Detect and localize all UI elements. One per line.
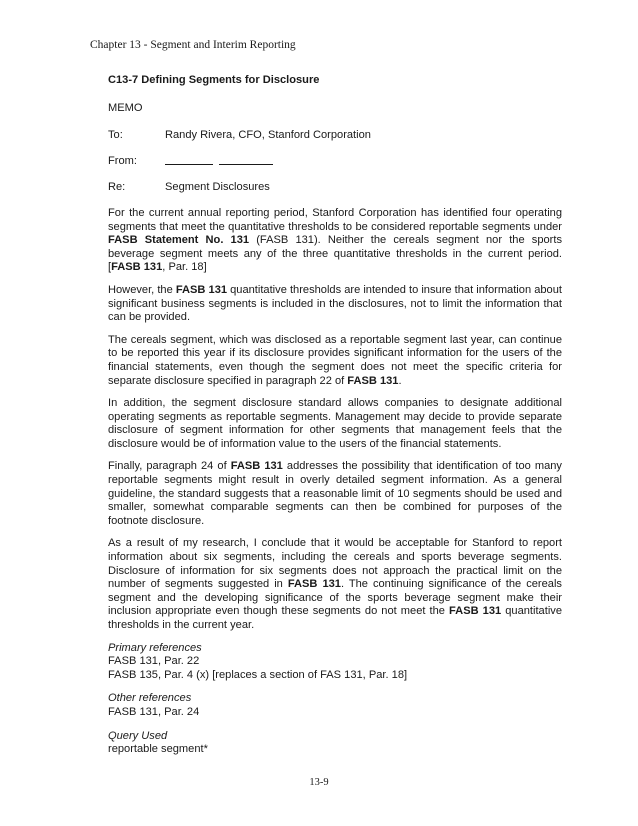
text-run: The cereals segment, which was disclosed as a reportable segment last year, can continue to be reported this year if its disclosure provides significant information for the users of the financial statements, even though the segment does not meet the specific criteria for separate disclosure specified in paragraph 22 of (108, 333, 562, 387)
query-used-heading: Query Used (108, 729, 168, 742)
text-run: In addition, the segment disclosure standard allows companies to designate additional operating segments as reportable segments. Management may decide to provide separate disclosure of segment information for other segments that management feels that the disclosure would be of information value to the users of the financial statements. (108, 397, 562, 450)
text-run: (FASB 131). Neither the cereals segment nor the sports beverage segment meets any of the three quantitative thresholds in the current period. [ (108, 234, 562, 274)
citation-bold: FASB 131 (347, 374, 399, 387)
from-row (108, 155, 562, 170)
references (108, 642, 562, 757)
primary-references (108, 642, 562, 683)
text-run: . (398, 374, 402, 387)
re-label: Re: (108, 181, 126, 194)
chapter-header: Chapter 13 - Segment and Interim Reporting (90, 39, 296, 51)
from-blank-line (165, 155, 213, 165)
page-number: 13-9 (309, 777, 329, 788)
text-run: addresses the possibility that identification of too many reportable segments might result in overly detailed segment information. As a general guideline, the standard suggests that a reasonable limit of 10 segments should be used and smaller, somewhat comparable segments can then be combined for purposes of the footnote disclosure. (108, 460, 562, 527)
to-label: To: (108, 129, 123, 142)
text-run: For the current annual reporting period, Stanford Corporation has identified four operating segments that meet the quantitative thresholds to be considered reportable segments under (108, 206, 562, 233)
text-run: quantitative thresholds are intended to insure that information about significant business segments is included in the disclosures, not to limit the information that can be provided. (108, 283, 562, 324)
re-value: Segment Disclosures (165, 181, 270, 194)
citation-bold: FASB 131 (111, 261, 163, 274)
from-label: From: (108, 154, 137, 167)
memo-label: MEMO (108, 101, 143, 114)
other-references (108, 692, 562, 719)
text-run: Finally, paragraph 24 of (108, 460, 231, 473)
paragraph-2 (108, 284, 562, 325)
from-blank-line (219, 155, 273, 165)
other-references-heading: Other references (108, 692, 192, 705)
citation-bold: FASB Statement No. 131 (108, 234, 250, 247)
citation-bold: FASB 131 (287, 578, 341, 591)
paragraph-3 (108, 334, 562, 388)
query-item: reportable segment* (108, 743, 208, 756)
memo-content (108, 74, 562, 767)
re-row (108, 181, 562, 195)
to-row (108, 129, 562, 143)
paragraph-4 (108, 397, 562, 451)
reference-item: FASB 131, Par. 24 (108, 705, 200, 718)
text-run: As a result of my research, I conclude that it would be acceptable for Stanford to report information about six segments, including the cereals and sports beverage segments. Disclosure of information for six segments does not approach the practical limit on the number of segments suggested in (108, 537, 562, 591)
reference-item: FASB 131, Par. 22 (108, 655, 200, 668)
from-blank-lines (165, 155, 279, 170)
reference-item: FASB 135, Par. 4 (x) [replaces a section of FAS 131, Par. 18] (108, 668, 408, 681)
paragraph-1 (108, 207, 562, 275)
memo-title: C13-7 Defining Segments for Disclosure (108, 74, 320, 86)
query-used (108, 730, 562, 757)
text-run: . The continuing significance of the cereals segment and the developing significance of the sports beverage segment make their inclusion appropriate even though these segments do not meet the (108, 578, 562, 618)
citation-bold: FASB 131 (175, 283, 228, 296)
paragraph-5 (108, 460, 562, 528)
text-run: quantitative thresholds in the current year. (108, 605, 562, 631)
to-value: Randy Rivera, CFO, Stanford Corporation (165, 129, 371, 142)
citation-bold: FASB 131 (449, 605, 502, 618)
paragraph-6 (108, 537, 562, 632)
text-run: However, the (108, 283, 176, 296)
citation-bold: FASB 131 (230, 460, 283, 473)
text-run: , Par. 18] (162, 261, 207, 274)
primary-references-heading: Primary references (108, 641, 202, 654)
